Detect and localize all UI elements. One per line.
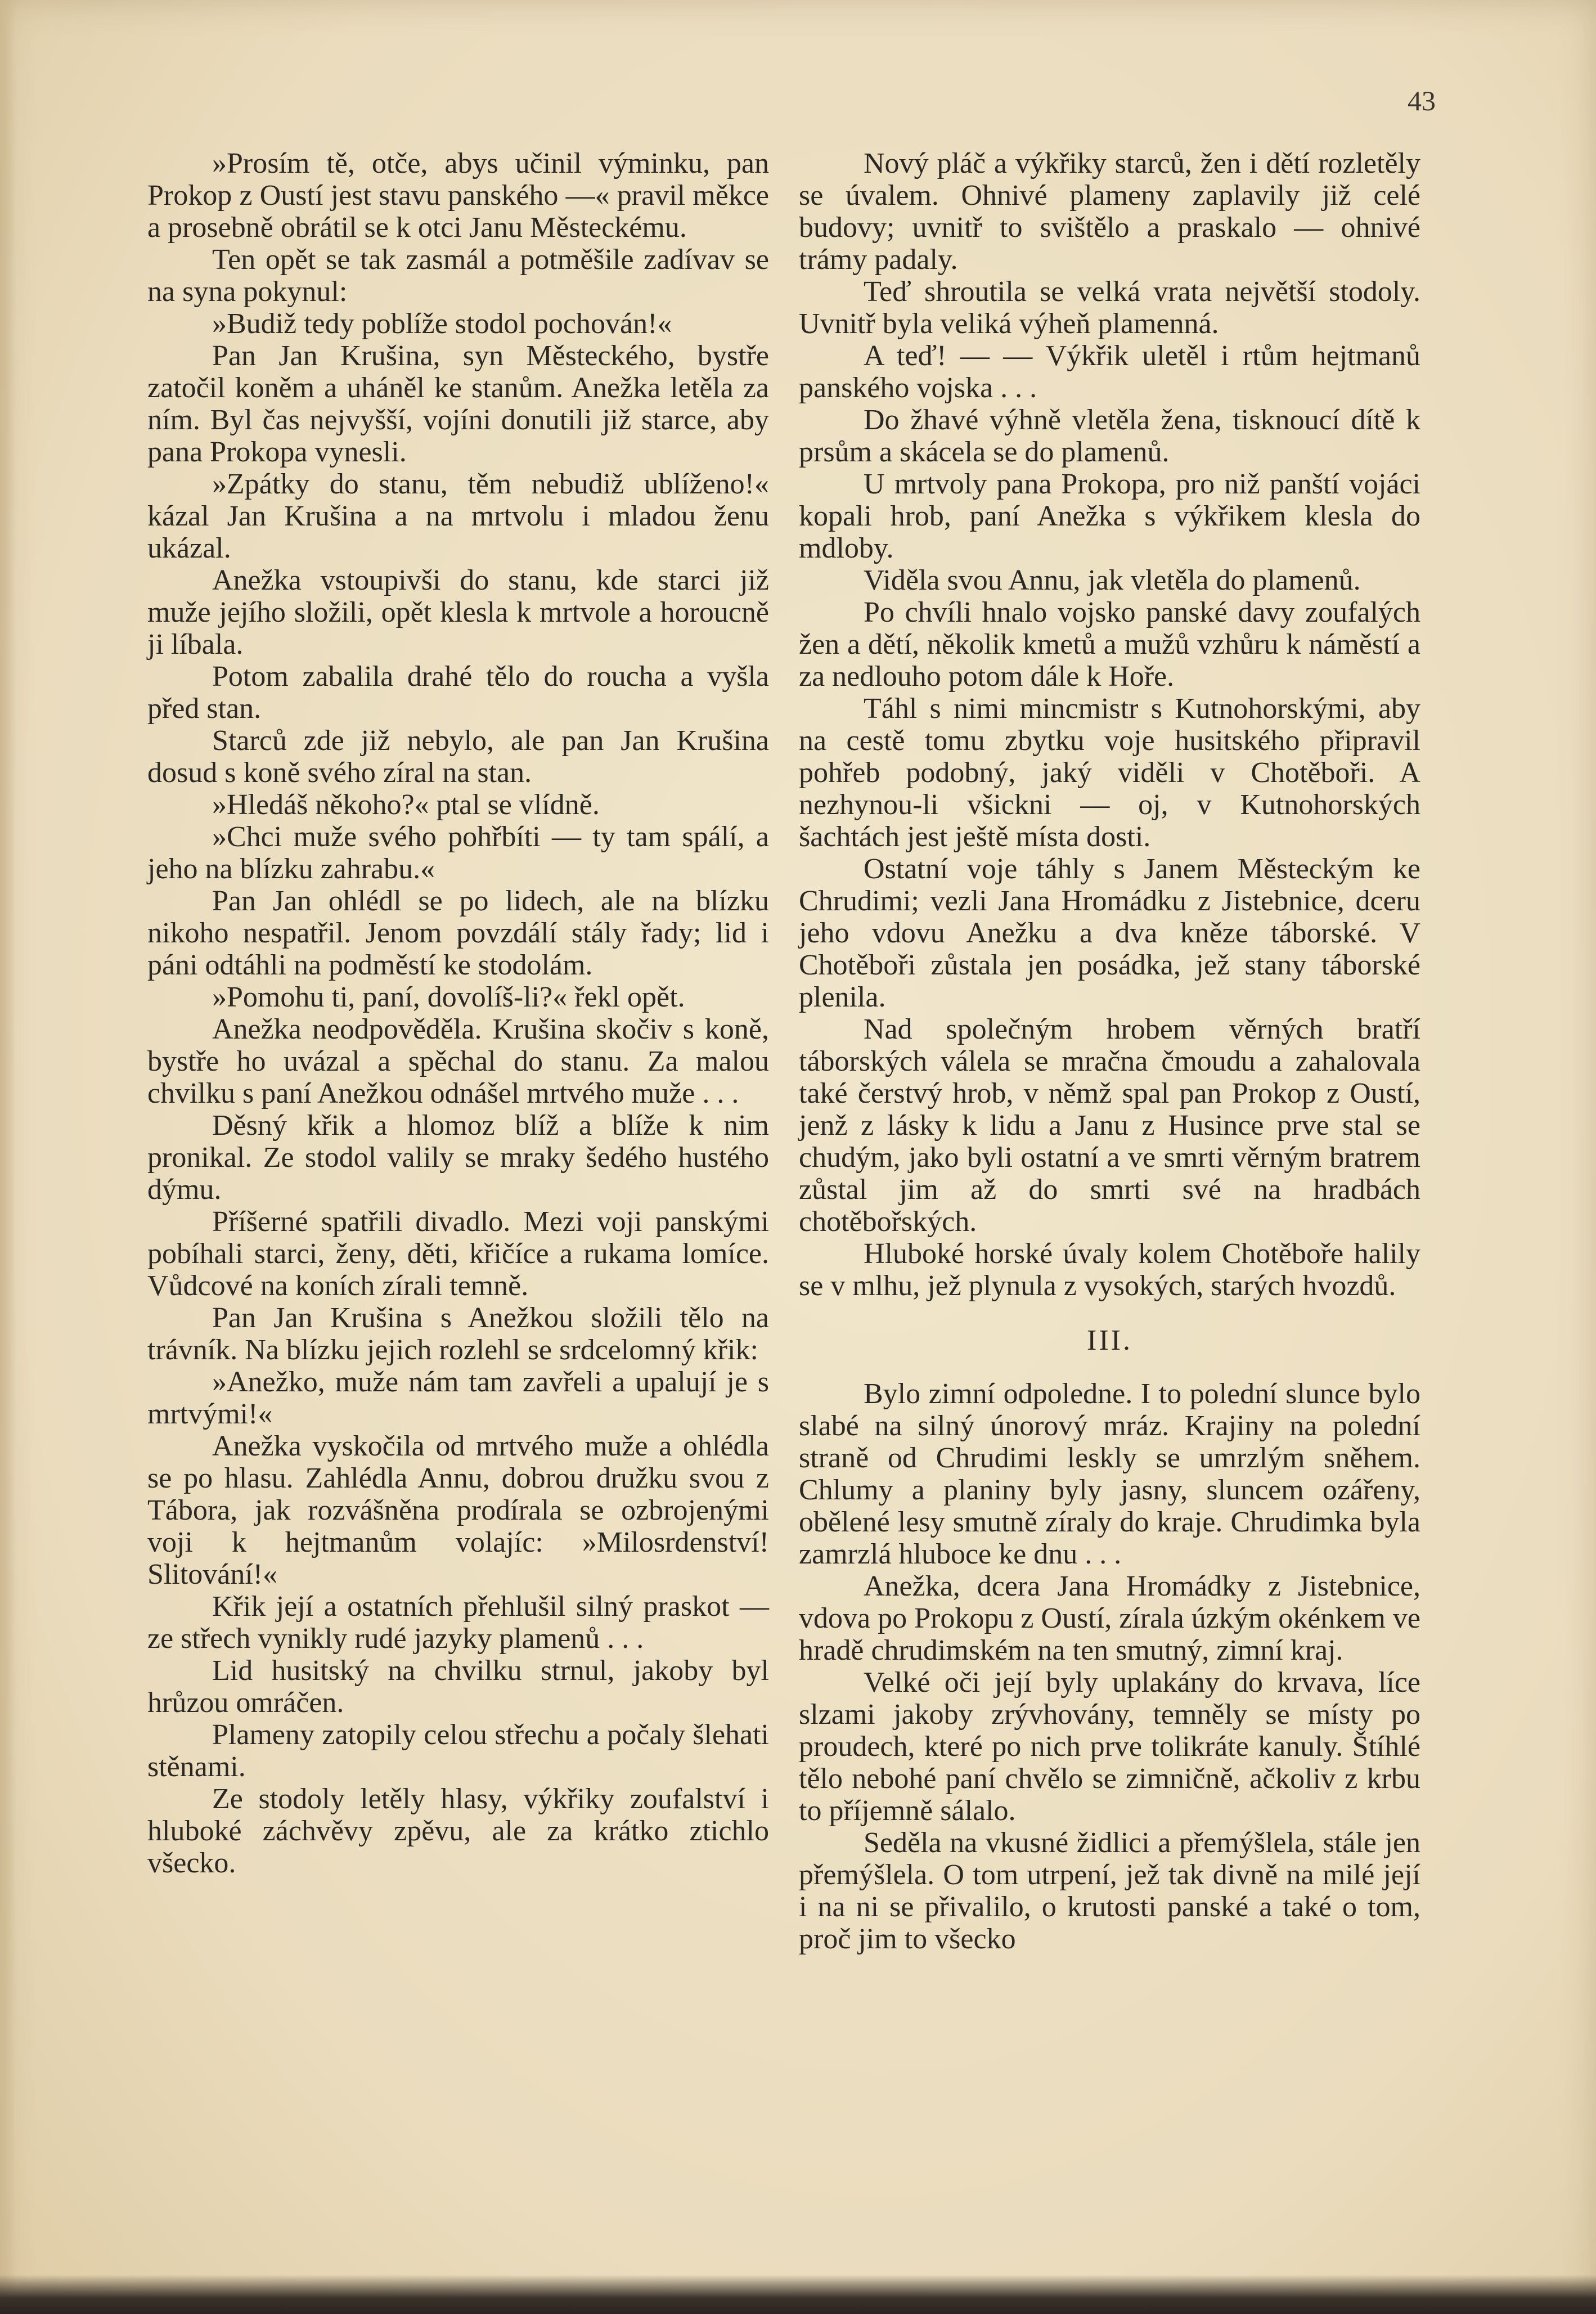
paragraph: Velké oči její byly uplakány do krvava, líce slzami jakoby zrývhovány, temněly se místy po proudech, které po nich prve tolikráte kanuly. Štíhlé tělo nebohé paní chvělo se zimničně, ačkoliv z krbu to příjemně sálalo.	[799, 1666, 1420, 1827]
page-bottom-edge	[0, 2275, 1596, 2314]
paragraph: Potom zabalila drahé tělo do roucha a vyšla před stan.	[147, 660, 769, 725]
paragraph: Nový pláč a výkřiky starců, žen i dětí rozletěly se úvalem. Ohnivé plameny zaplavily již celé budovy; uvnitř to svištělo a praskalo — ohnivé trámy padaly.	[799, 147, 1420, 276]
paragraph: Ostatní voje táhly s Janem Městeckým ke Chrudimi; vezli Jana Hromádku z Jistebnice, dceru jeho vdovu Anežku a dva kněze táborské. V Chotěboři zůstala jen posádka, jež stany táborské plenila.	[799, 853, 1420, 1013]
paragraph: »Pomohu ti, paní, dovolíš-li?« řekl opět.	[212, 981, 685, 1013]
paragraph: Starců zde již nebylo, ale pan Jan Krušina dosud s koně svého zíral na stan.	[147, 725, 769, 789]
paragraph: Viděla svou Annu, jak vletěla do plamenů.	[864, 564, 1361, 596]
paragraph: »Zpátky do stanu, těm nebudiž ublíženo!« kázal Jan Krušina a na mrtvolu i mladou ženu ukázal.	[147, 468, 769, 564]
paragraph: Nad společným hrobem věrných bratří táborských válela se mračna čmoudu a zahalovala také čerstvý hrob, v němž spal pan Prokop z Oustí, jenž z lásky k lidu a Janu z Husince prve stal se chudým, jako byli ostatní a ve smrti věrným bratrem zůstal jim až do smrti své na hradbách chotěbořských.	[799, 1013, 1420, 1238]
paragraph: Do žhavé výhně vletěla žena, tisknoucí dítě k prsům a skácela se do plamenů.	[799, 404, 1420, 468]
paragraph: Lid husitský na chvilku strnul, jakoby byl hrůzou omráčen.	[147, 1655, 769, 1719]
paragraph: »Anežko, muže nám tam zavřeli a upalují je s mrtvými!«	[147, 1366, 769, 1430]
page-left-edge	[0, 0, 16, 2314]
paragraph: Anežka vyskočila od mrtvého muže a ohlédla se po hlasu. Zahlédla Annu, dobrou družku svou z Tábora, jak rozvášněna prodírala se ozbrojenými voji k hejtmanům volajíc: »Milosrdenství! Slitování!«	[147, 1430, 769, 1590]
paragraph: Táhl s nimi mincmistr s Kutnohorskými, aby na cestě tomu zbytku voje husitského připravil pohřeb podobný, jaký viděli v Chotěboři. A nezhynou-li všickni — oj, v Kutnohorských šachtách jest ještě místa dosti.	[799, 693, 1420, 853]
paragraph: Seděla na vkusné židlici a přemýšlela, stále jen přemýšlela. O tom utrpení, jež tak divně na milé její i na ni se přivalilo, o krutosti panské a také o tom, proč jim to všecko	[799, 1827, 1420, 1955]
paragraph: Ten opět se tak zasmál a potměšile zadívav se na syna pokynul:	[147, 244, 769, 308]
paragraph: Bylo zimní odpoledne. I to polední slunce bylo slabé na silný únorový mráz. Krajiny na polední straně od Chrudimi leskly se umrzlým sněhem. Chlumy a planiny byly jasny, sluncem ozářeny, obělené lesy smutně zíraly do kraje. Chrudimka byla zamrzlá hluboce ke dnu . . .	[799, 1378, 1420, 1570]
paragraph: Děsný křik a hlomoz blíž a blíže k nim pronikal. Ze stodol valily se mraky šedého hustého dýmu.	[147, 1109, 769, 1206]
paragraph: Hluboké horské úvaly kolem Chotěboře halily se v mlhu, jež plynula z vysokých, starých hvozdů.	[799, 1238, 1420, 1302]
paragraph: »Prosím tě, otče, abys učinil výminku, pan Prokop z Oustí jest stavu panského —« pravil měkce a prosebně obrátil se k otci Janu Městeckému.	[147, 147, 769, 244]
paragraph: Ze stodoly letěly hlasy, výkřiky zoufalství i hluboké záchvěvy zpěvu, ale za krátko ztichlo všecko.	[147, 1783, 769, 1879]
section-heading: III.	[1087, 1324, 1132, 1356]
paragraph: Po chvíli hnalo vojsko panské davy zoufalých žen a dětí, několik kmetů a mužů vzhůru k náměstí a za nedlouho potom dále k Hoře.	[799, 596, 1420, 693]
paragraph: »Chci muže svého pohřbíti — ty tam spálí, a jeho na blízku zahrabu.«	[147, 821, 769, 885]
paragraph: Anežka vstoupivši do stanu, kde starci již muže jejího složili, opět klesla k mrtvole a horoucně ji líbala.	[147, 564, 769, 660]
paragraph: Teď shroutila se velká vrata největší stodoly. Uvnitř byla veliká výheň plamenná.	[799, 276, 1420, 340]
page-number: 43	[1408, 85, 1436, 116]
paragraph: Křik její a ostatních přehlušil silný praskot — ze střech vynikly rudé jazyky plamenů . . .	[147, 1590, 769, 1655]
paragraph: Příšerné spatřili divadlo. Mezi voji panskými pobíhali starci, ženy, děti, křičíce a rukama lomíce. Vůdcové na koních zírali temně.	[147, 1206, 769, 1302]
paragraph: Anežka, dcera Jana Hromádky z Jistebnice, vdova po Prokopu z Oustí, zírala úzkým okénkem ve hradě chrudimském na ten smutný, zimní kraj.	[799, 1570, 1420, 1666]
right-column	[799, 147, 1420, 1955]
left-column	[147, 147, 769, 1879]
paragraph: Anežka neodpověděla. Krušina skočiv s koně, bystře ho uvázal a spěchal do stanu. Za malou chvilku s paní Anežkou odnášel mrtvého muže . . .	[147, 1013, 769, 1109]
paragraph: U mrtvoly pana Prokopa, pro niž panští vojáci kopali hrob, paní Anežka s výkřikem klesla do mdloby.	[799, 468, 1420, 564]
paragraph: »Budiž tedy poblíže stodol pochován!«	[212, 308, 672, 340]
paragraph: Pan Jan Krušina s Anežkou složili tělo na trávník. Na blízku jejich rozlehl se srdcelomný křik:	[147, 1302, 769, 1366]
paragraph: Pan Jan Krušina, syn Městeckého, bystře zatočil koněm a uháněl ke stanům. Anežka letěla za ním. Byl čas nejvyšší, vojíni donutili již starce, aby pana Prokopa vynesli.	[147, 340, 769, 468]
paragraph: Plameny zatopily celou střechu a počaly šlehati stěnami.	[147, 1719, 769, 1783]
paragraph: »Hledáš někoho?« ptal se vlídně.	[212, 789, 600, 821]
paragraph: A teď! — — Výkřik uletěl i rtům hejtmanů panského vojska . . .	[799, 340, 1420, 404]
paragraph: Pan Jan ohlédl se po lidech, ale na blízku nikoho nespatřil. Jenom povzdálí stály řady; lid i páni odtáhli na podměstí ke stodolám.	[147, 885, 769, 981]
